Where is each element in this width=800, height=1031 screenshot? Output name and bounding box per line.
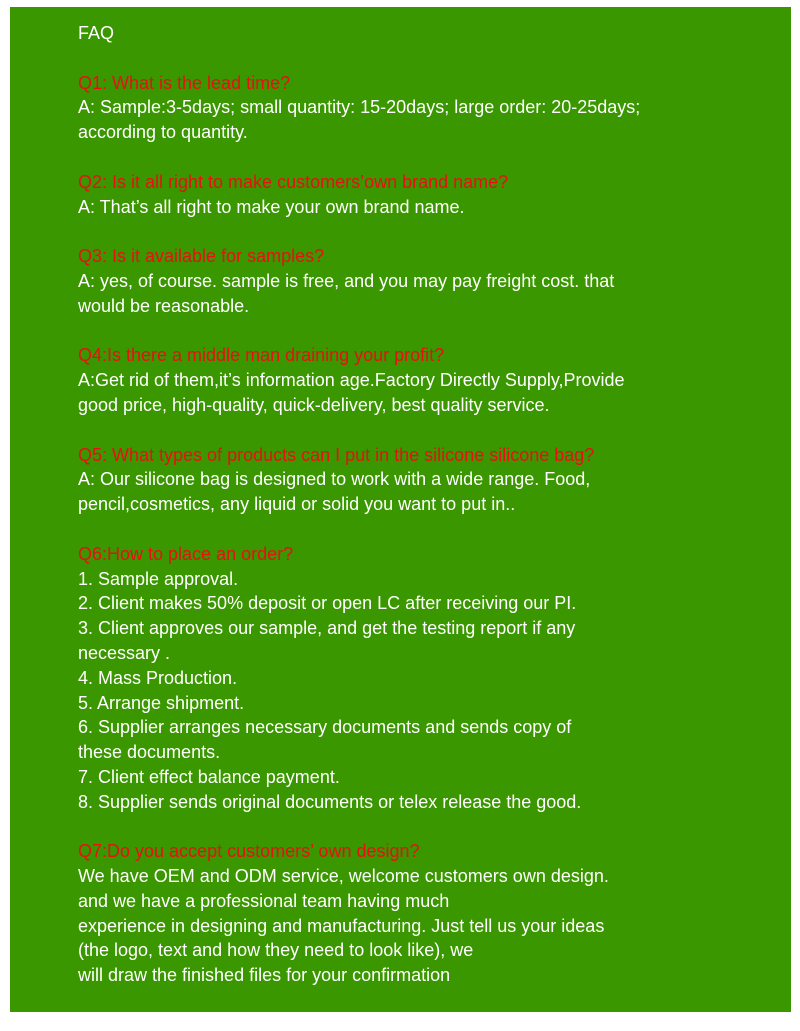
faq-item bbox=[78, 170, 791, 220]
faq-answer-line: 7. Client effect balance payment. bbox=[78, 766, 340, 787]
faq-question: Q2: Is it all right to make customers’own brand name? bbox=[78, 171, 509, 192]
page-title: FAQ bbox=[78, 23, 115, 43]
faq-answer-line: these documents. bbox=[78, 742, 221, 763]
faq-panel bbox=[10, 7, 791, 1012]
faq-answer-line: (the logo, text and how they need to look like), we bbox=[78, 940, 474, 961]
faq-question: Q5: What types of products can I put in the silicone silicone bag? bbox=[78, 444, 595, 465]
faq-answer-line: 1. Sample approval. bbox=[78, 568, 239, 589]
faq-answer-line: A: yes, of course. sample is free, and you may pay freight cost. that bbox=[78, 270, 615, 291]
faq-answer-line: good price, high-quality, quick-delivery, best quality service. bbox=[78, 394, 550, 415]
faq-answer-line: will draw the finished files for your confirmation bbox=[78, 965, 451, 986]
faq-answer-line: 8. Supplier sends original documents or telex release the good. bbox=[78, 791, 582, 812]
faq-answer-line: 4. Mass Production. bbox=[78, 667, 238, 688]
faq-question: Q4:Is there a middle man draining your profit? bbox=[78, 345, 445, 366]
faq-item bbox=[78, 443, 791, 517]
faq-answer-line: 6. Supplier arranges necessary documents and sends copy of bbox=[78, 717, 572, 738]
faq-answer-line: A:Get rid of them,it’s information age.Factory Directly Supply,Provide bbox=[78, 370, 625, 391]
faq-question: Q6:How to place an order? bbox=[78, 543, 294, 564]
faq-item bbox=[78, 343, 791, 417]
faq-answer-line: necessary . bbox=[78, 642, 171, 663]
faq-answer-line: pencil,cosmetics, any liquid or solid you want to put in.. bbox=[78, 494, 516, 515]
faq-answer-line: 2. Client makes 50% deposit or open LC after receiving our PI. bbox=[78, 593, 577, 614]
faq-answer-line: would be reasonable. bbox=[78, 295, 250, 316]
faq-answer-line: experience in designing and manufacturing. Just tell us your ideas bbox=[78, 915, 605, 936]
faq-answer-line: We have OEM and ODM service, welcome customers own design. bbox=[78, 866, 609, 887]
faq-question: Q7:Do you accept customers’ own design? bbox=[78, 841, 420, 862]
faq-item bbox=[78, 839, 791, 988]
faq-answer-line: A: Our silicone bag is designed to work with a wide range. Food, bbox=[78, 469, 591, 490]
faq-item bbox=[78, 71, 791, 145]
faq-answer-line: A: That’s all right to make your own brand name. bbox=[78, 196, 465, 217]
faq-answer-line: 3. Client approves our sample, and get the testing report if any bbox=[78, 618, 576, 639]
faq-item bbox=[78, 244, 791, 318]
faq-question: Q1: What is the lead time? bbox=[78, 72, 291, 93]
faq-item bbox=[78, 542, 791, 815]
faq-answer-line: according to quantity. bbox=[78, 122, 248, 143]
faq-answer-line: A: Sample:3-5days; small quantity: 15-20days; large order: 20-25days; bbox=[78, 97, 641, 118]
faq-answer-line: and we have a professional team having much bbox=[78, 890, 450, 911]
faq-question: Q3: Is it available for samples? bbox=[78, 246, 325, 267]
faq-answer-line: 5. Arrange shipment. bbox=[78, 692, 245, 713]
faq-list bbox=[78, 71, 791, 988]
